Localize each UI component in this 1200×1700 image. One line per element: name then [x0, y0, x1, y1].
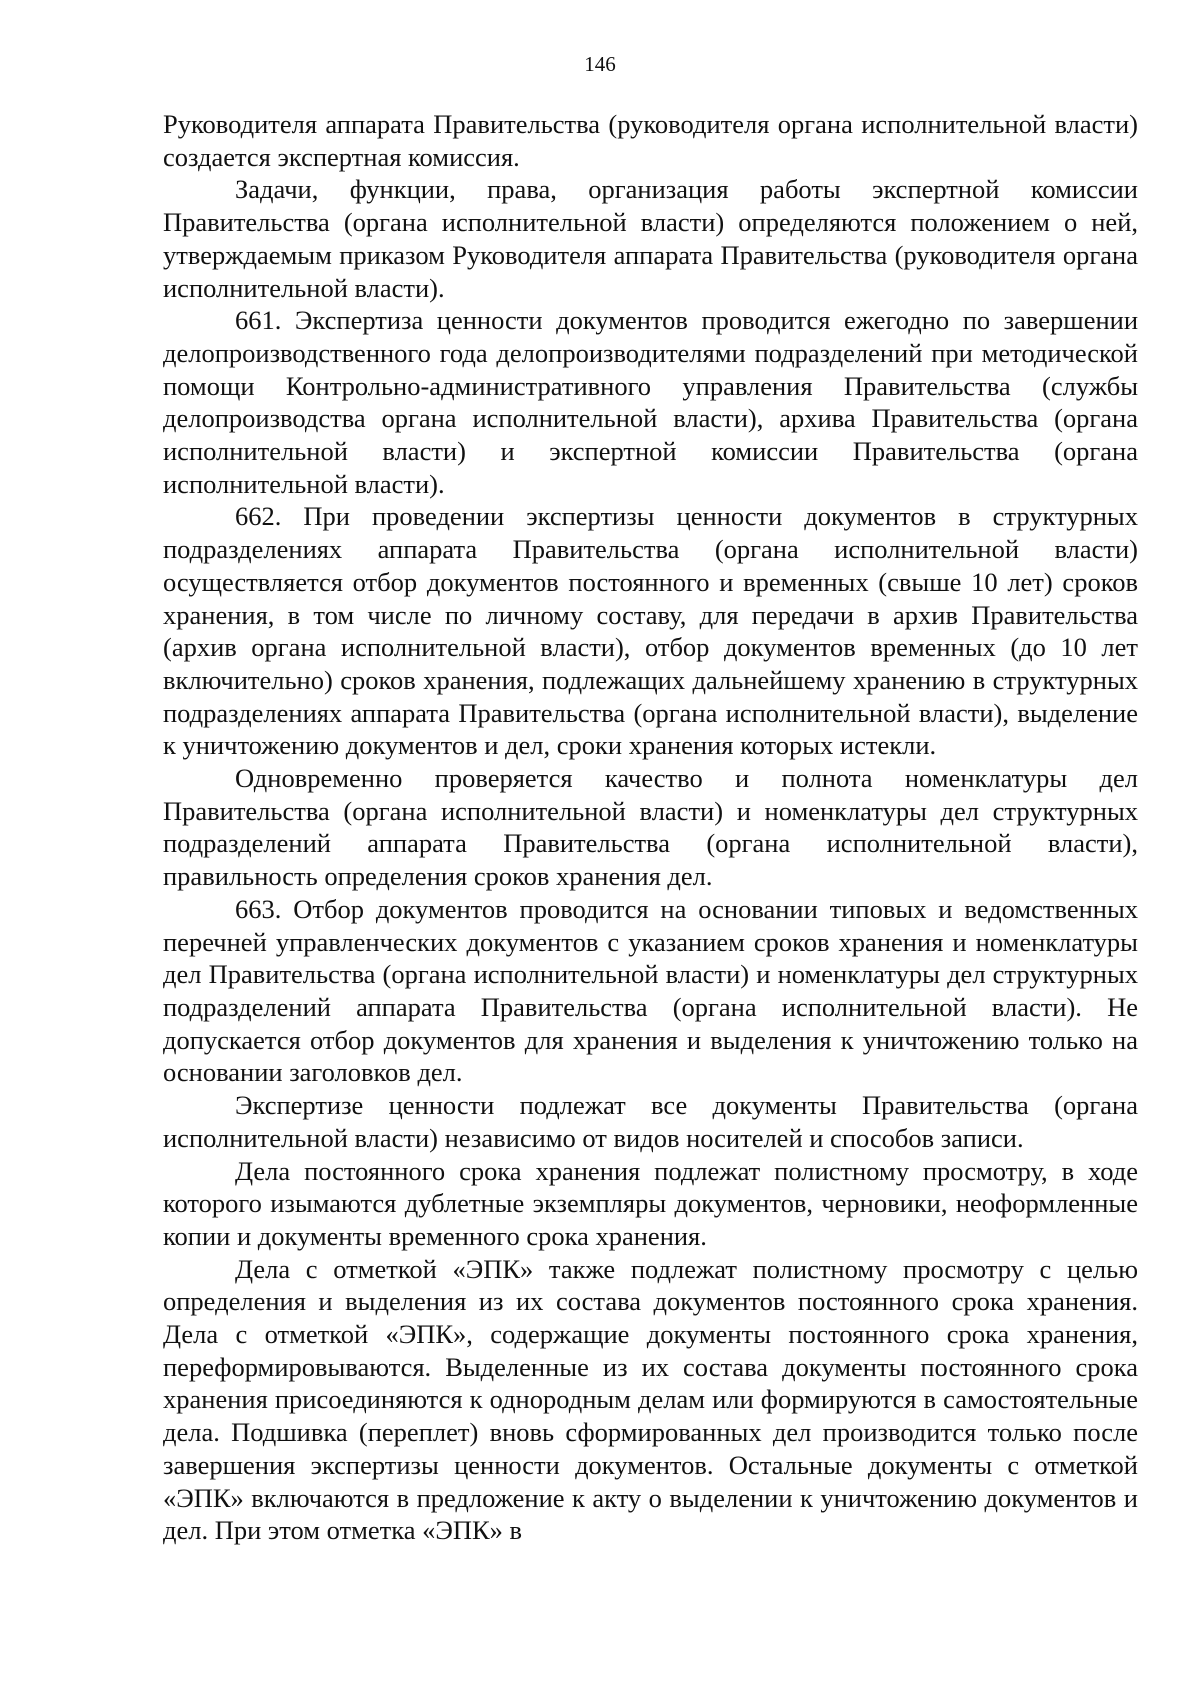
paragraph-epk-cases: Дела с отметкой «ЭПК» также подлежат полистному просмотру с целью определения и выделения из их состава документов постоянного срока хранения. Дела с отметкой «ЭПК», содержащие документы постоянного срока хранения, переформировываются. Выделенные из их состава документы постоянного срока хранения присоединяются к однородным делам или формируются в самостоятельные дела. Подшивка (переплет) вновь сформированных дел производится только после завершения экспертизы ценности документов. Остальные документы с отметкой «ЭПК» включаются в предложение к акту о выделении к уничтожению документов и дел. При этом отметка «ЭПК» в: [163, 1253, 1138, 1546]
paragraph-662: 662. При проведении экспертизы ценности документов в структурных подразделениях аппарата Правительства (органа исполнительной власти) осуществляется отбор документов постоянного и временных (свыше 10 лет) сроков хранения, в том числе по личному составу, для передачи в архив Правительства (архив органа исполнительной власти), отбор документов временных (до 10 лет включительно) сроков хранения, подлежащих дальнейшему хранению в структурных подразделениях аппарата Правительства (органа исполнительной власти), выделение к уничтожению документов и дел, сроки хранения которых истекли.: [163, 501, 1138, 761]
paragraph-continuation: Руководителя аппарата Правительства (руководителя органа исполнительной власти) создается экспертная комиссия.: [163, 109, 1138, 172]
paragraph-661: 661. Экспертиза ценности документов проводится ежегодно по завершении делопроизводственного года делопроизводителями подразделений при методической помощи Контрольно-административного управления Правительства (службы делопроизводства органа исполнительной власти), архива Правительства (органа исполнительной власти) и экспертной комиссии Правительства (органа исполнительной власти).: [163, 305, 1138, 499]
paragraph-663: 663. Отбор документов проводится на основании типовых и ведомственных перечней управленческих документов с указанием сроков хранения и номенклатуры дел Правительства (органа исполнительной власти) и номенклатуры дел структурных подразделений аппарата Правительства (органа исполнительной власти). Не допускается отбор документов для хранения и выделения к уничтожению только на основании заголовков дел.: [163, 893, 1138, 1088]
paragraph-expert-commission-tasks: Задачи, функции, права, организация работы экспертной комиссии Правительства (органа исполнительной власти) определяются положением о ней, утверждаемым приказом Руководителя аппарата Правительства (руководителя органа исполнительной власти).: [163, 174, 1138, 303]
paragraph-permanent-cases: Дела постоянного срока хранения подлежат полистному просмотру, в ходе которого изымаются дублетные экземпляры документов, черновики, неоформленные копии и документы временного срока хранения.: [163, 1155, 1138, 1251]
paragraph-all-documents: Экспертизе ценности подлежат все документы Правительства (органа исполнительной власти) независимо от видов носителей и способов записи.: [163, 1090, 1138, 1153]
page-number: 146: [584, 52, 616, 76]
paragraph-nomenclature-check: Одновременно проверяется качество и полнота номенклатуры дел Правительства (органа исполнительной власти) и номенклатуры дел структурных подразделений аппарата Правительства (органа исполнительной власти), правильность определения сроков хранения дел.: [163, 763, 1138, 892]
document-body: [163, 108, 1138, 1547]
